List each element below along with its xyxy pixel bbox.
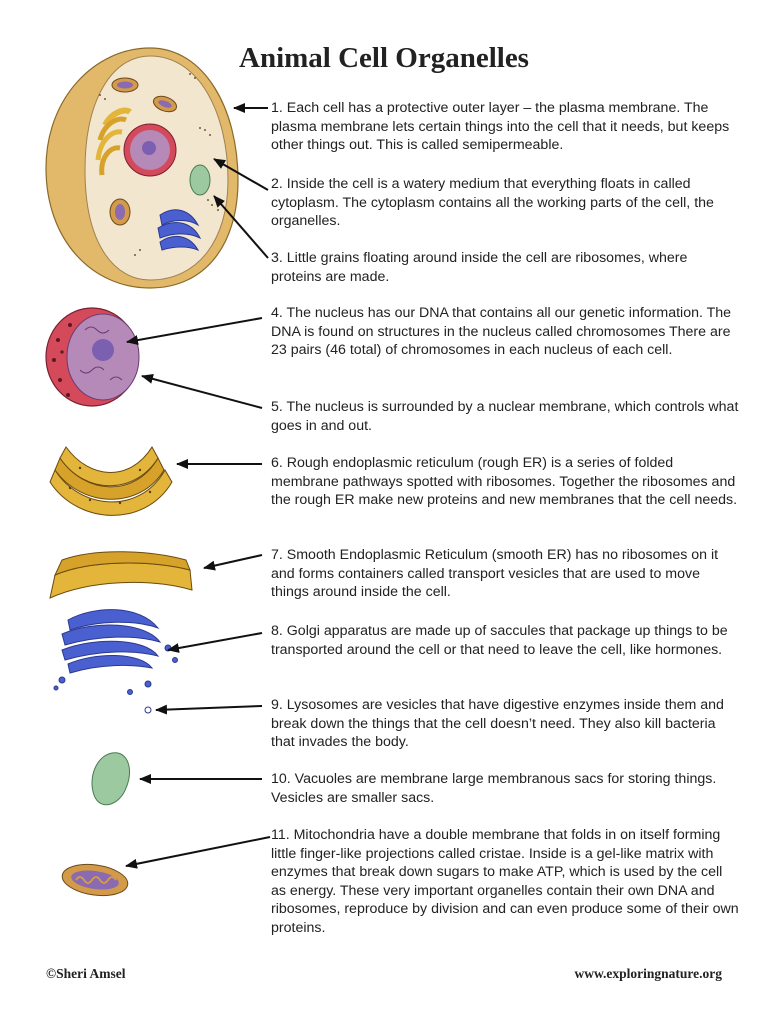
website-text: www.exploringnature.org (574, 966, 722, 981)
paragraph-nucleus: 4. The nucleus has our DNA that contains all our genetic information. The DNA is found on structures in the nucleus called chromosomes There are 23 pairs (46 total) of chromosomes in each nucleus of each cell. (271, 305, 732, 359)
paragraph-rough-er: 6. Rough endoplasmic reticulum (rough ER) is a series of folded membrane pathways spotted with ribosomes. Together the ribosomes and the rough ER make new proteins and new membranes that the cell needs. (271, 455, 738, 509)
mitochondria-illustration (60, 861, 130, 900)
paragraph-smooth-er: 7. Smooth Endoplasmic Reticulum (smooth ER) has no ribosomes on it and forms containers called transport vesicles that are used to move things around inside the cell. (271, 547, 719, 601)
rough-er-illustration (50, 447, 172, 515)
paragraph-plasma-membrane: 1. Each cell has a protective outer layer – the plasma membrane. The plasma membrane lets certain things into the cell that it needs, but keeps other things out. This is called semipermeable. (271, 100, 730, 154)
smooth-er-illustration (50, 552, 192, 598)
paragraph-nuclear-membrane: 5. The nucleus is surrounded by a nuclear membrane, which controls what goes in and out. (271, 399, 739, 434)
golgi-illustration (54, 610, 178, 695)
animal-cell-illustration (46, 48, 238, 288)
page-title: Animal Cell Organelles (239, 42, 529, 74)
paragraph-lysosomes: 9. Lysosomes are vesicles that have digestive enzymes inside them and break down the things that the cell doesn’t need. They also kill bacteria that invades the body. (271, 697, 724, 751)
paragraph-ribosomes: 3. Little grains floating around inside the cell are ribosomes, where proteins are made. (271, 250, 688, 285)
paragraph-cytoplasm: 2. Inside the cell is a watery medium that everything floats in called cytoplasm. The cytoplasm contains all the working parts of the cell, the organelles. (271, 176, 714, 230)
paragraph-golgi: 8. Golgi apparatus are made up of saccules that package up things to be transported around the cell or that need to leave the cell, like hormones. (271, 623, 728, 658)
lysosome-illustration (145, 707, 151, 713)
paragraph-mitochondria: 11. Mitochondria have a double membrane that folds in on itself forming little finger-like projections called cristae. Inside is a gel-like matrix with enzymes that break down sugars to make ATP, which is used by the cell as energy. These very important organelles contain their own DNA and ribosomes, reproduce by division and can even produce some of their own proteins. (271, 827, 739, 936)
paragraph-vacuoles: 10. Vacuoles are membrane large membranous sacs for storing things. Vesicles are smaller sacs. (271, 771, 717, 806)
vacuole-illustration (92, 753, 130, 805)
nucleus-illustration (46, 308, 139, 406)
copyright-text: ©Sheri Amsel (46, 966, 126, 981)
